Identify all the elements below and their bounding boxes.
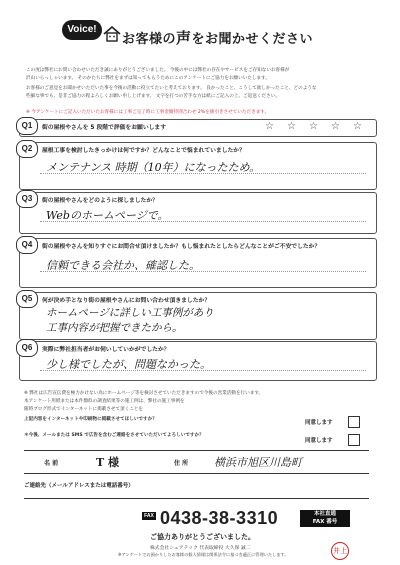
handwritten-answer[interactable]: ホームページに詳しい工事例があり: [46, 307, 214, 319]
question-1: [19, 119, 377, 137]
question-text: 実際に弊社担当者がお伺いしていかがでしたか？: [42, 347, 170, 353]
question-text: 街の屋根やさんを知りすぐにお問合せ頂けましたか？もし悩まれたとしたらどんなことがご不安でしたか？: [42, 244, 321, 250]
page-title: お客様の声をお聞かせください: [122, 30, 314, 47]
question-3: [19, 192, 377, 234]
consent-text: ※ 弊社は広告宣伝費を極力かけない為にホームページ等を検討させていただきますので今後の営業活動を行います。: [24, 391, 264, 396]
agree-label: 同意します: [305, 438, 333, 444]
rating-star-icon[interactable]: ☆: [265, 121, 274, 132]
sms-agree-checkbox[interactable]: [348, 434, 360, 446]
intro-line: この度は弊社にお問い合わせいただき誠にありがとうございました。 今後の中には弊社の存在やサービスをご存知ないお客様が: [26, 68, 290, 73]
address-field[interactable]: 横浜市旭区川島町: [214, 456, 302, 469]
consent-question: 上記内容をインターネットや印刷物に掲載させてほしいですか？: [24, 417, 157, 422]
question-text: 街の屋根やさんを 5 段階で評価をお願いします: [42, 125, 167, 131]
handwritten-answer[interactable]: 信頼できる会社か、確認した。: [46, 259, 200, 272]
inkan-seal: 井上: [331, 542, 349, 560]
address-label: 住 所: [174, 460, 189, 467]
house-icon: [103, 26, 121, 42]
contact-row[interactable]: [24, 478, 369, 499]
agree-checkbox[interactable]: [348, 416, 360, 428]
thanks-message: ご協力ありがとうございました。: [150, 533, 255, 541]
voice-badge: Voice!: [62, 20, 102, 40]
rating-star-icon[interactable]: ☆: [309, 121, 318, 132]
rating-star-icon[interactable]: ☆: [331, 121, 340, 132]
question-number: Q4: [16, 236, 38, 254]
intro-line: 沢山いらっしゃいます。 そのかたちに弊社をまずは知ってもらうためにこのアンケートにご協力をお願いいたします。: [26, 76, 270, 81]
rating-star-icon[interactable]: ☆: [287, 121, 296, 132]
handwritten-answer[interactable]: Webのホームページで。: [46, 209, 169, 222]
contact-label: ご連絡先（メールアドレスまたは電話番号）: [24, 483, 134, 489]
agree-label: 同意します: [305, 420, 333, 426]
fax-number: 0438-38-3310: [160, 508, 279, 528]
name-address-row: [24, 450, 369, 474]
question-number: Q1: [16, 117, 38, 135]
question-number: Q2: [16, 140, 38, 158]
name-label: 名 前: [44, 460, 59, 467]
intro-line: お客様のご意見をお聞かせいただいた事を今後の活動に役立てたいと考えております。 良かったこと、こうして欲しかったこと、どのような: [26, 86, 317, 91]
discount-note: ※ 今アンケートにご記入いただいたお客様には工事ご完了時に工事金額特別合わせ 2%を値引きさせていただきます。: [26, 110, 270, 115]
question-number: Q6: [16, 339, 38, 357]
question-5: [19, 292, 377, 340]
consent-text: 本アンケート用紙または本件類似の調査結果等の施工例は、弊社の施工事例を: [24, 399, 185, 404]
question-number: Q5: [16, 290, 38, 308]
question-4: [19, 238, 377, 288]
handwritten-answer[interactable]: メンテナンス 時期（10年）になったため。: [46, 161, 261, 174]
question-2: [19, 142, 377, 190]
question-6: [19, 341, 377, 381]
handwritten-answer[interactable]: 工事内容が把握できたから。: [46, 322, 183, 334]
name-field[interactable]: T 様: [96, 456, 120, 469]
handwritten-answer[interactable]: 少し様でしたが、問題なかった。: [46, 358, 211, 371]
intro-line: 些細な事でも、是非ご協力の程よろしくお願い申し上げます。 文字を打つの苦手な方は紙にご記入の上、ご返送ください。: [26, 94, 280, 99]
sms-consent-question: ＊今後、メールまたは SMS で広告を含むご連絡をさせていただいてよろしいですか？: [24, 433, 204, 438]
privacy-note: ※アンケートでお預かりしたお客様の個人情報は関係法令に基づき適正に管理いたします。: [118, 552, 289, 557]
consent-text: 随時ブログ形式でインターネットに掲載させて頂くことを: [24, 407, 144, 412]
fax-direct-badge: 本社直通 FAX 番号: [300, 510, 350, 527]
question-text: 屋根工事を検討したきっかけは何ですか？どんなことで悩まれていましたか？: [42, 148, 245, 154]
rating-star-icon[interactable]: ☆: [353, 121, 362, 132]
question-text: 何が決め手となり街の屋根やさんにお問い合わせ頂きましたか？: [42, 298, 211, 304]
question-number: Q3: [16, 190, 38, 208]
company-info: 株式会社シェアテック 代表取締役 大久保 誠二: [150, 546, 251, 551]
fax-label: FAX: [142, 512, 156, 520]
question-text: 街の屋根やさんをどのように探しましたか？: [42, 198, 158, 204]
